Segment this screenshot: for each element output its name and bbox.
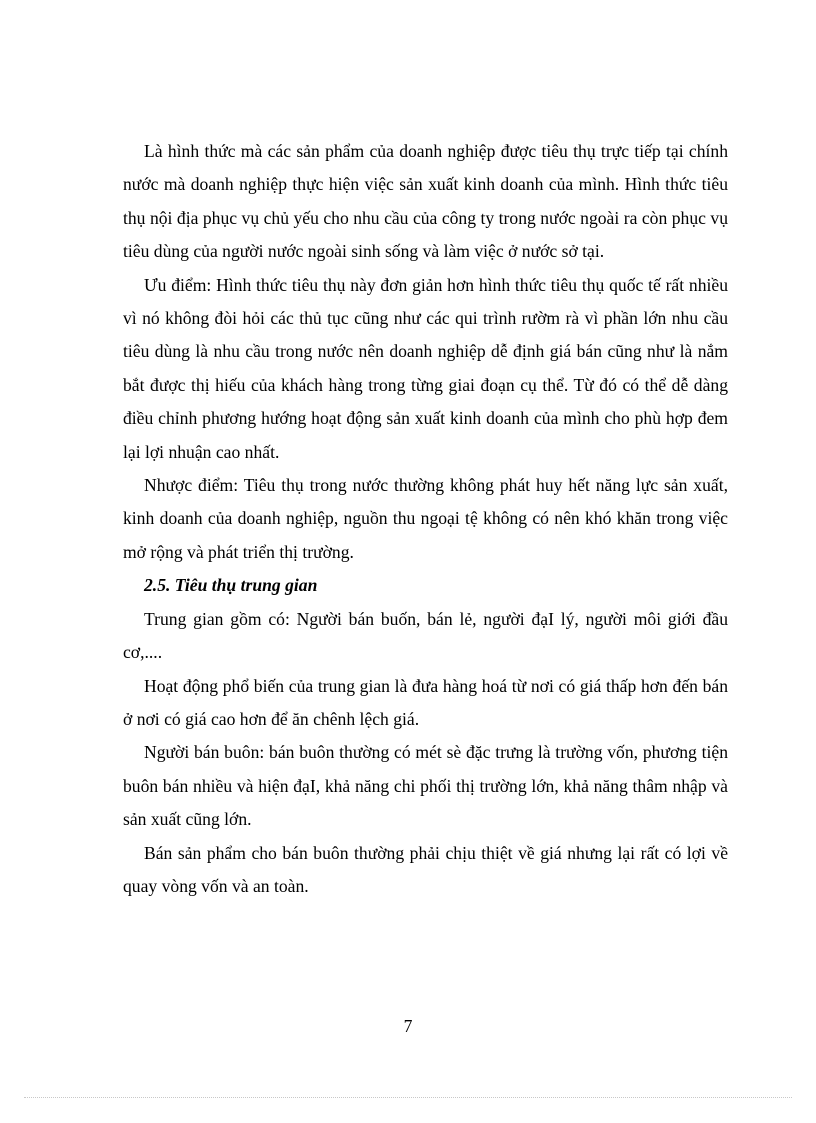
section-heading: 2.5. Tiêu thụ trung gian	[144, 575, 318, 596]
paragraph-wholesalers: Người bán buôn: bán buôn thường có mét sè đặc trưng là trường vốn, phương tiện buôn bán nhiều và hiện đạI, khả năng chi phối thị trường lớn, khả năng thâm nhập và sản xuất cũng lớn.	[123, 742, 728, 830]
paragraph-disadvantages: Nhược điểm: Tiêu thụ trong nước thường không phát huy hết năng lực sản xuất, kinh doanh của doanh nghiệp, nguồn thu ngoại tệ không có nên khó khăn trong việc mở rộng và phát triển thị trường.	[123, 475, 728, 562]
paragraph-selling-to-wholesalers: Bán sản phẩm cho bán buôn thường phải chịu thiệt về giá nhưng lại rất có lợi về quay vòng vốn và an toàn.	[123, 842, 728, 896]
paragraph-intermediary-activity: Hoạt động phổ biến của trung gian là đưa hàng hoá từ nơi có giá thấp hơn đến bán ở nơi có giá cao hơn để ăn chênh lệch giá.	[123, 675, 728, 729]
paragraph-intermediaries: Trung gian gồm có: Người bán buốn, bán lẻ, người đạI lý, người môi giới đầu cơ,....	[123, 608, 728, 663]
paragraph-domestic-definition: Là hình thức mà các sản phẩm của doanh nghiệp được tiêu thụ trực tiếp tại chính nước mà doanh nghiệp thực hiện việc sản xuất kinh doanh của mình. Hình thức tiêu thụ nội địa phục vụ chủ yếu cho nhu cầu của công ty trong nước ngoài ra còn phục vụ tiêu dùng của người nước ngoài sinh sống và làm việc ở nước sở tại.	[123, 141, 728, 262]
body-text	[123, 135, 728, 903]
page-bottom-divider	[24, 1097, 792, 1098]
paragraph-advantages: Ưu điểm: Hình thức tiêu thụ này đơn giản hơn hình thức tiêu thụ quốc tế rất nhiều vì nó không đòi hỏi các thủ tục cũng như các qui trình rườm rà vì phần lớn nhu cầu tiêu dùng là nhu cầu trong nước nên doanh nghiệp dễ định giá bán cũng như là nắm bắt được thị hiếu của khách hàng trong từng giai đoạn cụ thể. Từ đó có thể dễ dàng điều chỉnh phương hướng hoạt động sản xuất kinh doanh của mình cho phù hợp đem lại lợi nhuận cao nhất.	[123, 274, 728, 462]
page-number: 7	[403, 1016, 413, 1036]
